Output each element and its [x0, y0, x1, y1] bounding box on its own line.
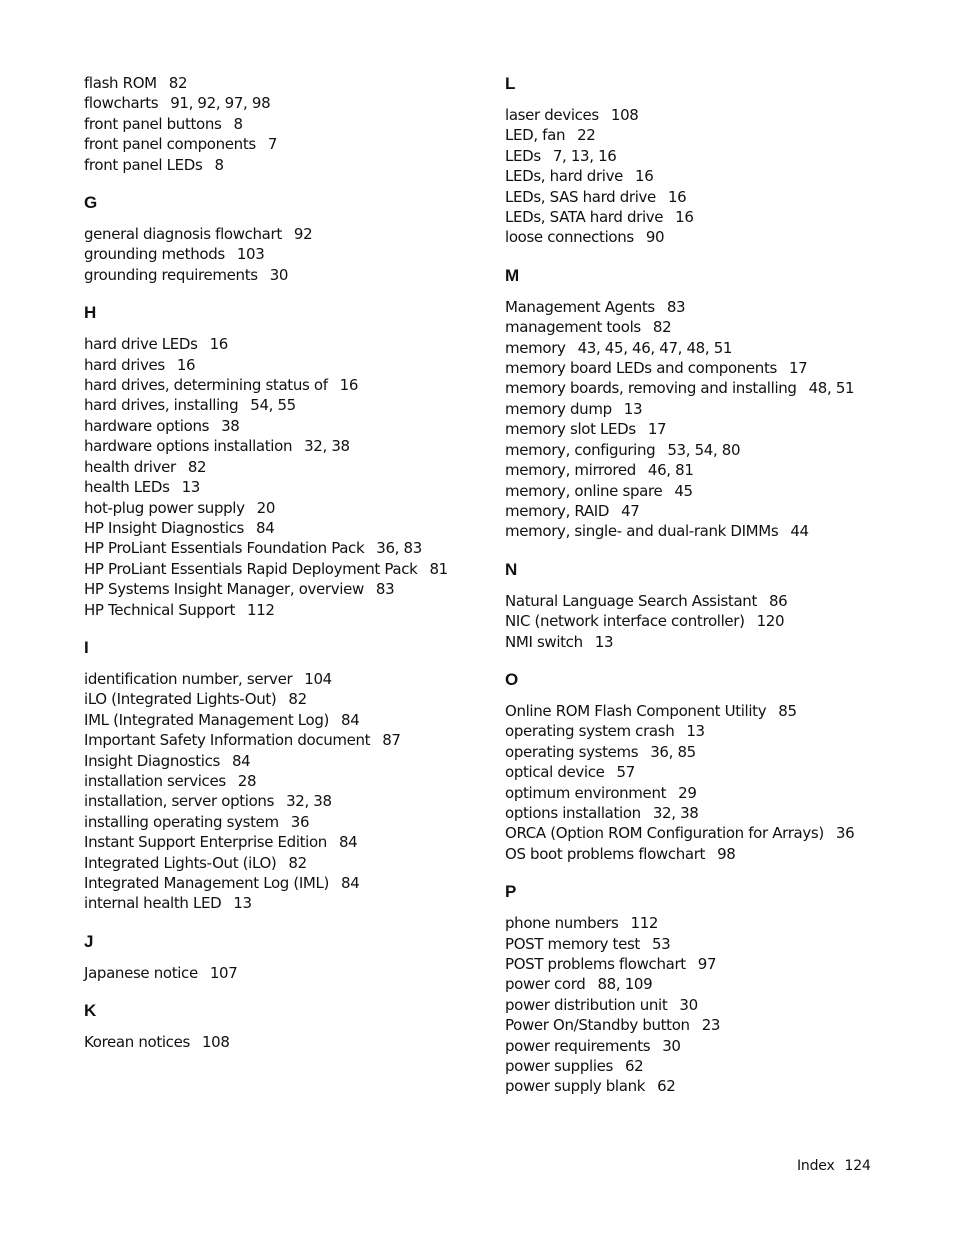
index-page-refs[interactable]: 32, 38 — [652, 803, 699, 822]
index-section — [84, 932, 484, 983]
index-page-refs[interactable]: 84 — [341, 710, 360, 729]
section-letter: O — [505, 669, 519, 689]
index-column-left — [84, 73, 484, 1053]
index-entry — [84, 600, 484, 620]
index-entry — [505, 481, 905, 501]
index-page-refs[interactable]: 82 — [187, 457, 207, 476]
index-page-refs[interactable]: 43, 45, 46, 47, 48, 51 — [577, 338, 733, 357]
index-term: HP ProLiant Essentials Rapid Deployment Pack — [84, 559, 418, 578]
index-term: optical device — [505, 763, 605, 782]
index-term: memory, online spare — [505, 481, 663, 500]
index-term: OS boot problems flowchart — [505, 844, 706, 863]
footer-label: Index — [797, 1158, 835, 1174]
index-entry — [84, 114, 484, 134]
index-term: identification number, server — [84, 669, 293, 688]
index-term: grounding requirements — [84, 265, 258, 284]
index-term: hot-plug power supply — [84, 498, 245, 517]
index-term: memory — [505, 338, 566, 357]
index-page-refs[interactable]: 53 — [651, 934, 671, 953]
index-entry — [505, 1015, 905, 1035]
index-page-refs[interactable]: 108 — [201, 1033, 230, 1052]
index-entry — [505, 742, 905, 762]
index-page-refs[interactable]: 30 — [662, 1036, 681, 1055]
index-term: installing operating system — [84, 812, 279, 831]
index-section — [505, 882, 905, 1097]
index-entry — [84, 244, 484, 264]
index-term: HP Technical Support — [84, 600, 236, 619]
index-entry — [505, 207, 905, 227]
index-page-refs[interactable]: 47 — [621, 501, 640, 520]
index-page-refs[interactable]: 104 — [304, 669, 332, 688]
index-entry — [84, 579, 484, 599]
index-page-refs[interactable]: 16 — [675, 208, 694, 227]
index-page-refs[interactable]: 8 — [214, 155, 224, 174]
index-entry — [505, 762, 905, 782]
index-entry — [84, 265, 484, 285]
index-term: hard drives, installing — [84, 396, 239, 415]
index-page-refs[interactable]: 57 — [616, 763, 635, 782]
index-entry — [505, 399, 905, 419]
index-page-refs[interactable]: 13 — [181, 478, 200, 497]
index-page-refs[interactable]: 13 — [623, 399, 643, 418]
index-page-refs[interactable]: 38 — [221, 416, 240, 435]
index-entry — [84, 559, 484, 579]
index-term: hard drive LEDs — [84, 335, 198, 354]
index-entry — [505, 783, 905, 803]
index-entry — [84, 93, 484, 113]
index-term: internal health LED — [84, 894, 222, 913]
index-page-refs[interactable]: 45 — [674, 481, 693, 500]
index-entry — [505, 338, 905, 358]
index-page-refs[interactable]: 82 — [652, 318, 672, 337]
index-term: iLO (Integrated Lights-Out) — [84, 690, 277, 709]
index-page-refs[interactable]: 84 — [231, 751, 251, 770]
section-letter: M — [505, 265, 520, 285]
index-entry — [505, 521, 905, 541]
index-term: power requirements — [505, 1036, 651, 1055]
index-section — [505, 266, 905, 542]
index-entry — [505, 125, 905, 145]
index-term: general diagnosis flowchart — [84, 225, 282, 244]
index-page-refs[interactable]: 30 — [679, 995, 698, 1014]
index-entry — [505, 803, 905, 823]
index-page-refs[interactable]: 36, 85 — [650, 742, 696, 761]
index-entry — [505, 227, 905, 247]
index-term: memory, RAID — [505, 501, 610, 520]
index-term: memory, single- and dual-rank DIMMs — [505, 522, 779, 541]
index-entry — [84, 893, 484, 913]
index-page-refs[interactable]: 36, 83 — [376, 539, 422, 558]
index-entry — [505, 378, 905, 398]
index-page-refs[interactable]: 120 — [756, 612, 785, 631]
index-entry — [505, 501, 905, 521]
index-page-refs[interactable]: 103 — [236, 245, 265, 264]
index-entry — [84, 477, 484, 497]
index-page-refs[interactable]: 16 — [635, 167, 654, 186]
index-term: HP ProLiant Essentials Foundation Pack — [84, 539, 365, 558]
index-entry — [84, 538, 484, 558]
index-term: flash ROM — [84, 74, 157, 92]
index-term: operating systems — [505, 742, 639, 761]
index-page-refs[interactable]: 13 — [594, 632, 614, 651]
index-page-refs[interactable]: 82 — [288, 690, 307, 709]
index-entry — [505, 591, 905, 611]
index-page-refs[interactable]: 7, 13, 16 — [552, 146, 617, 165]
index-term: Instant Support Enterprise Edition — [84, 833, 327, 852]
index-page-refs[interactable]: 112 — [630, 914, 659, 933]
index-page-refs[interactable]: 86 — [768, 591, 788, 610]
index-page-refs[interactable]: 46, 81 — [647, 461, 694, 480]
index-term: memory slot LEDs — [505, 420, 636, 439]
index-entry — [505, 1076, 905, 1096]
index-page-refs[interactable]: 91, 92, 97, 98 — [170, 94, 271, 113]
index-term: power supplies — [505, 1057, 613, 1076]
index-page-refs[interactable]: 108 — [610, 106, 639, 124]
index-page-refs[interactable]: 92 — [293, 225, 313, 244]
index-section — [505, 74, 905, 248]
index-page-refs[interactable]: 13 — [233, 894, 252, 913]
footer-page-number: 124 — [844, 1158, 871, 1174]
index-page-refs[interactable]: 84 — [256, 518, 275, 537]
index-page-refs[interactable]: 97 — [697, 955, 717, 973]
index-entry — [84, 832, 484, 852]
section-letter: H — [84, 303, 97, 323]
index-entry — [84, 751, 484, 771]
index-page-refs[interactable]: 16 — [209, 335, 228, 354]
index-page-refs[interactable]: 83 — [666, 297, 686, 316]
index-term: power distribution unit — [505, 995, 668, 1014]
index-term: ORCA (Option ROM Configuration for Arrays) — [505, 824, 824, 843]
index-entry — [84, 873, 484, 893]
index-page-refs[interactable]: 81 — [429, 559, 448, 578]
index-page-refs[interactable]: 54, 55 — [250, 396, 296, 415]
index-term: loose connections — [505, 228, 634, 247]
index-entry — [84, 1032, 484, 1052]
index-entry — [84, 518, 484, 538]
index-entry — [84, 498, 484, 518]
index-page-refs[interactable]: 90 — [645, 228, 665, 247]
section-letter: I — [84, 637, 89, 657]
index-term: LEDs, hard drive — [505, 167, 623, 186]
index-term: NIC (network interface controller) — [505, 612, 745, 631]
index-page-refs[interactable]: 30 — [269, 265, 289, 284]
index-entry — [505, 105, 905, 125]
index-entry — [84, 963, 484, 983]
index-term: installation services — [84, 771, 226, 790]
index-term: Natural Language Search Assistant — [505, 591, 757, 610]
index-term: LEDs, SATA hard drive — [505, 208, 664, 227]
index-entry — [84, 155, 484, 175]
index-page-refs[interactable]: 83 — [375, 580, 395, 599]
index-term: memory dump — [505, 399, 612, 418]
section-letter: N — [505, 559, 518, 579]
index-term: front panel components — [84, 135, 256, 154]
index-term: management tools — [505, 318, 641, 337]
index-term: hard drives, determining status of — [84, 376, 328, 395]
index-term: memory boards, removing and installing — [505, 379, 797, 398]
index-page-refs[interactable]: 88, 109 — [597, 975, 653, 994]
section-letter: K — [84, 1001, 97, 1021]
index-term: Insight Diagnostics — [84, 751, 220, 770]
index-page-refs[interactable]: 53, 54, 80 — [667, 440, 741, 459]
index-term: laser devices — [505, 106, 599, 124]
index-term: LED, fan — [505, 126, 566, 145]
index-term: hardware options — [84, 416, 210, 435]
index-page-refs[interactable]: 8 — [233, 114, 243, 133]
index-term: NMI switch — [505, 632, 583, 651]
index-page-refs[interactable]: 98 — [717, 844, 736, 863]
index-term: Power On/Standby button — [505, 1016, 690, 1035]
index-page-refs[interactable]: 16 — [339, 376, 359, 395]
index-page-refs[interactable]: 107 — [209, 963, 238, 982]
index-section — [84, 193, 484, 285]
index-page-refs[interactable]: 7 — [267, 135, 278, 154]
index-term: LEDs — [505, 146, 541, 165]
index-section — [505, 670, 905, 864]
index-entry — [505, 844, 905, 864]
index-page-refs[interactable]: 112 — [247, 600, 275, 619]
index-entry — [84, 791, 484, 811]
index-term: Important Safety Information document — [84, 731, 371, 750]
index-page-refs[interactable]: 28 — [237, 771, 257, 790]
index-term: front panel LEDs — [84, 155, 203, 174]
index-entry — [505, 954, 905, 974]
index-entry — [505, 611, 905, 631]
index-page-refs[interactable]: 87 — [382, 731, 401, 750]
index-page-refs[interactable]: 84 — [341, 874, 360, 892]
index-page-refs[interactable]: 32, 38 — [304, 437, 350, 456]
index-entry — [84, 669, 484, 689]
index-entry — [84, 689, 484, 709]
index-page-refs[interactable]: 82 — [168, 74, 188, 92]
index-term: Integrated Lights-Out (iLO) — [84, 853, 277, 872]
index-page-refs[interactable]: 84 — [338, 833, 358, 852]
index-term: memory, mirrored — [505, 461, 636, 480]
index-term: Korean notices — [84, 1033, 190, 1052]
index-term: memory, configuring — [505, 440, 656, 459]
index-page-refs[interactable]: 85 — [778, 701, 797, 720]
index-page-refs[interactable]: 22 — [577, 126, 596, 145]
index-entry — [505, 297, 905, 317]
index-term: grounding methods — [84, 245, 225, 264]
index-section — [505, 560, 905, 652]
index-section — [84, 73, 484, 175]
index-entry — [84, 224, 484, 244]
index-term: memory board LEDs and components — [505, 359, 777, 378]
index-term: HP Systems Insight Manager, overview — [84, 580, 364, 599]
index-entry — [84, 334, 484, 354]
index-entry — [84, 416, 484, 436]
index-entry — [505, 823, 905, 843]
page-footer — [797, 1158, 871, 1174]
index-entry — [505, 146, 905, 166]
index-term: power supply blank — [505, 1077, 646, 1096]
index-page-refs[interactable]: 16 — [667, 187, 687, 206]
index-term: Japanese notice — [84, 963, 198, 982]
index-page-refs[interactable]: 36 — [835, 824, 855, 843]
index-page-refs[interactable]: 16 — [176, 355, 196, 374]
index-entry — [505, 419, 905, 439]
index-term: health LEDs — [84, 478, 170, 497]
index-entry — [505, 317, 905, 337]
index-term: power cord — [505, 975, 586, 994]
index-section — [84, 1001, 484, 1052]
section-letter: P — [505, 882, 517, 902]
index-entry — [505, 358, 905, 378]
index-entry — [84, 375, 484, 395]
index-page-refs[interactable]: 29 — [678, 783, 697, 802]
index-page-refs[interactable]: 82 — [288, 853, 307, 872]
section-letter: L — [505, 74, 516, 93]
section-letter: J — [84, 931, 94, 951]
index-entry — [505, 721, 905, 741]
index-page-refs[interactable]: 62 — [657, 1077, 676, 1096]
index-entry — [505, 166, 905, 186]
index-term: hard drives — [84, 355, 165, 374]
index-term: POST memory test — [505, 934, 640, 953]
index-entry — [505, 1056, 905, 1076]
index-entry — [505, 995, 905, 1015]
index-term: operating system crash — [505, 722, 675, 741]
index-term: front panel buttons — [84, 114, 222, 133]
index-entry — [84, 436, 484, 456]
index-entry — [505, 460, 905, 480]
index-term: Management Agents — [505, 297, 655, 316]
index-term: Integrated Management Log (IML) — [84, 874, 330, 892]
index-term: IML (Integrated Management Log) — [84, 710, 330, 729]
index-entry — [505, 632, 905, 652]
index-entry — [84, 812, 484, 832]
index-page-refs[interactable]: 62 — [624, 1057, 644, 1076]
index-entry — [505, 934, 905, 954]
index-entry — [84, 710, 484, 730]
index-entry — [505, 1036, 905, 1056]
index-entry — [84, 853, 484, 873]
index-entry — [505, 440, 905, 460]
index-page-refs[interactable]: 17 — [788, 359, 808, 378]
index-entry — [84, 395, 484, 415]
section-letter: G — [84, 193, 98, 213]
index-page-refs[interactable]: 44 — [790, 522, 809, 541]
index-entry — [84, 771, 484, 791]
index-term: health driver — [84, 457, 176, 476]
index-entry — [84, 134, 484, 154]
index-entry — [505, 701, 905, 721]
index-page-refs[interactable]: 32, 38 — [286, 792, 332, 811]
index-term: flowcharts — [84, 94, 159, 113]
index-entry — [84, 457, 484, 477]
index-entry — [84, 355, 484, 375]
index-entry — [84, 73, 484, 93]
index-page-refs[interactable]: 23 — [701, 1016, 721, 1035]
index-term: phone numbers — [505, 914, 619, 933]
index-term: HP Insight Diagnostics — [84, 518, 245, 537]
index-term: options installation — [505, 803, 641, 822]
index-page-refs[interactable]: 20 — [256, 498, 276, 517]
index-page-refs[interactable]: 36 — [290, 812, 310, 831]
index-entry — [505, 974, 905, 994]
index-page-refs[interactable]: 17 — [647, 420, 667, 439]
index-page-refs[interactable]: 48, 51 — [808, 379, 855, 398]
index-entry — [505, 913, 905, 933]
index-section — [84, 638, 484, 914]
index-entry — [505, 187, 905, 207]
index-entry — [84, 730, 484, 750]
index-term: LEDs, SAS hard drive — [505, 187, 656, 206]
index-term: POST problems flowchart — [505, 955, 686, 973]
index-term: installation, server options — [84, 792, 275, 811]
index-page-refs[interactable]: 13 — [686, 722, 705, 741]
index-term: optimum environment — [505, 783, 667, 802]
index-section — [84, 303, 484, 620]
index-term: hardware options installation — [84, 437, 293, 456]
index-column-right — [505, 74, 905, 1097]
index-term: Online ROM Flash Component Utility — [505, 701, 767, 720]
